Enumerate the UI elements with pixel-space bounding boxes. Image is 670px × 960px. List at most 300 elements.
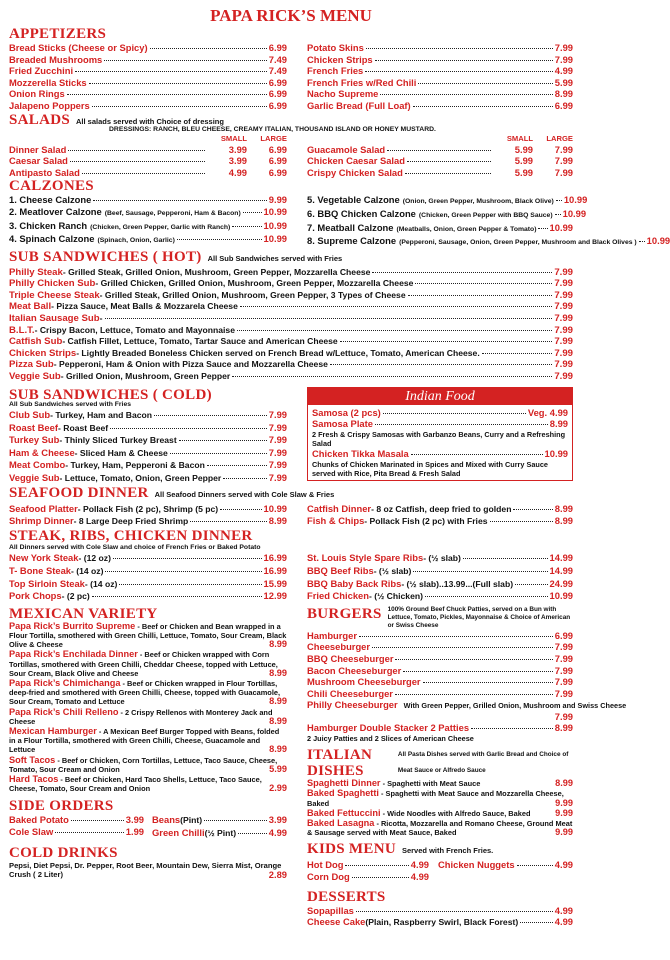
large-price: 6.99	[268, 166, 287, 178]
item-name: B.L.T.	[9, 324, 35, 336]
steak-heading: STEAK, RIBS, CHICKEN DINNER	[9, 527, 253, 544]
leader-dots	[356, 911, 553, 912]
calzones-section	[9, 194, 670, 248]
item-description: - Pepperoni, Ham & Onion with Pizza Sauce and Mozzarella Cheese	[53, 359, 328, 370]
item-price: 4.99	[554, 65, 573, 77]
item-name: Sopapillas	[307, 904, 354, 916]
item-name: Catfish Sub	[9, 336, 63, 348]
item-description: - Grilled Chicken, Grilled Onion, Mushroom, Green Pepper, Mozzarella Cheese	[95, 278, 414, 289]
seafood-heading	[9, 485, 573, 503]
item-price: 10.99	[263, 233, 287, 245]
cold-indian-section	[9, 387, 573, 485]
item-name: Cheese Cake	[307, 916, 366, 928]
leader-dots	[68, 150, 205, 151]
menu-item	[307, 688, 573, 700]
item-name: Veggie Sub	[9, 371, 61, 383]
menu-item	[9, 77, 287, 89]
item-name: BBQ Beef Ribs	[307, 564, 374, 576]
item-name: Hamburger	[307, 629, 358, 641]
leader-dots	[520, 922, 553, 923]
item-price: 5.99	[554, 76, 573, 88]
item-description: - Pizza Sauce, Meat Balls & Mozzarela Cheese	[51, 301, 238, 312]
item-description: - Spaghetti with Meat Sauce	[380, 779, 481, 789]
item-name: Guacamole Salad	[307, 143, 386, 155]
menu-item	[9, 503, 287, 516]
item-description: - Catfish Fillet, Lettuce, Tomato, Tartar Sauce and American Cheese	[62, 336, 338, 347]
burgers-heading	[307, 606, 573, 630]
cold-drinks-heading: COLD DRINKS	[9, 844, 118, 861]
item-price: 7.99	[554, 347, 573, 359]
item-name: Chicken Strips	[307, 53, 373, 65]
leader-dots	[232, 226, 261, 227]
item-name: BBQ Baby Back Ribs	[307, 577, 402, 589]
item-price: 6.99	[554, 629, 573, 641]
item-name: Fried Zucchini	[9, 65, 74, 77]
menu-item	[307, 722, 573, 734]
item-description: - (12 oz)	[78, 553, 111, 564]
item-price: 7.99	[554, 371, 573, 383]
leader-dots	[70, 161, 205, 162]
item-price: 7.99	[554, 359, 573, 371]
leader-dots	[482, 353, 553, 354]
menu-item	[307, 859, 429, 871]
item-name: Beans	[152, 814, 181, 826]
seafood-right	[307, 503, 573, 528]
leader-dots	[365, 71, 552, 72]
leader-dots	[92, 106, 267, 107]
leader-dots	[375, 60, 553, 61]
menu-item	[307, 905, 573, 917]
menu-item	[9, 422, 287, 435]
menu-item	[307, 641, 573, 653]
item-price: 7.99	[554, 710, 573, 722]
item-name: Papa Rick’s Burrito Supreme	[9, 620, 136, 631]
item-description: - Lightly Breaded Boneless Chicken served on French Bread w/Lettuce, Tomato, American Cheese.	[76, 347, 480, 358]
item-price: 7.99	[268, 446, 287, 458]
item-name: 1. Cheese Calzone	[9, 194, 92, 206]
item-price: 6.99	[268, 42, 287, 53]
item-price: 10.99	[263, 205, 287, 217]
small-price: 4.99	[228, 166, 247, 178]
kids-title: KIDS MENU	[307, 841, 396, 858]
menu-item	[307, 789, 573, 807]
menu-item	[312, 448, 568, 460]
leader-dots	[415, 283, 552, 284]
menu-item	[307, 665, 573, 677]
item-description: - Sliced Ham & Cheese	[74, 447, 168, 458]
appetizers-section	[9, 42, 573, 112]
leader-dots	[380, 94, 552, 95]
menu-item	[9, 590, 287, 603]
item-price: 3.99	[268, 814, 287, 826]
leader-dots	[119, 584, 261, 585]
menu-item	[9, 313, 573, 325]
menu-item	[9, 459, 287, 472]
salads-left	[9, 144, 287, 179]
menu-item	[9, 472, 287, 485]
item-name: Caesar Salad	[9, 155, 68, 167]
item-description: - (½ slab)	[373, 565, 412, 576]
menu-item	[307, 207, 587, 222]
item-name: Philly Steak	[9, 266, 63, 278]
menu-item	[9, 206, 287, 220]
drinks-description	[9, 861, 287, 879]
item-description: - Pollack Fish (2 pc), Shrimp (5 pc)	[77, 503, 219, 514]
menu-item	[9, 756, 287, 774]
side-left	[9, 814, 144, 839]
item-price: 9.99	[555, 797, 573, 808]
salads-note: All salads served with Choice of dressing	[76, 116, 224, 126]
item-name: Green Chilli	[152, 826, 205, 838]
item-description: - 8 oz Catfish, deep fried to golden	[371, 503, 512, 514]
item-name: BBQ Cheeseburger	[307, 652, 394, 664]
leader-dots	[538, 228, 547, 229]
salads-size-labels-right	[307, 134, 573, 143]
menu-item	[9, 447, 287, 460]
item-price: 12.99	[263, 590, 287, 602]
item-price: 7.99	[554, 42, 573, 53]
item-name: Meat Combo	[9, 459, 66, 471]
menu-item	[9, 325, 573, 337]
salads-title: SALADS	[9, 111, 70, 128]
item-price: 8.99	[268, 515, 287, 527]
menu-item	[307, 819, 573, 837]
menu-item	[307, 515, 573, 528]
leader-dots	[220, 509, 261, 510]
item-name: Turkey Sub	[9, 434, 60, 446]
menu-item	[312, 407, 568, 419]
leader-dots	[418, 83, 552, 84]
menu-item	[307, 552, 573, 565]
item-price: 6.99	[268, 76, 287, 88]
item-name: Shrimp Dinner	[9, 515, 74, 527]
item-price: Veg. 4.99	[527, 406, 568, 418]
item-description: - Wide Noodles with Alfredo Sauce, Baked	[380, 808, 531, 818]
leader-dots	[515, 584, 547, 585]
item-name: St. Louis Style Spare Ribs	[307, 552, 424, 564]
item-price: 4.99	[554, 859, 573, 871]
kids-heading	[307, 841, 573, 859]
leader-dots	[71, 820, 124, 821]
item-name: Fried Chicken	[307, 590, 369, 602]
menu-item	[9, 727, 287, 755]
item-name: Veggie Sub	[9, 472, 60, 484]
item-name: Pork Chops	[9, 590, 62, 602]
leader-dots	[204, 820, 267, 821]
item-name: Chicken Strips	[9, 347, 77, 359]
menu-item	[307, 167, 573, 179]
item-name: Baked Lasagna	[307, 818, 375, 829]
menu-item	[9, 434, 287, 447]
salads-dressings: DRESSINGS: RANCH, BLEU CHEESE, CREAMY ITALIAN, THOUSAND ISLAND OR HONEY MUSTARD.	[109, 125, 436, 133]
seafood-left	[9, 503, 287, 528]
item-price: 7.99	[554, 641, 573, 653]
leader-dots	[154, 415, 267, 416]
seafood-title: SEAFOOD DINNER	[9, 484, 149, 501]
item-price: 14.99	[549, 552, 573, 564]
item-description: - (14 oz)	[84, 578, 118, 589]
item-description: 2 Fresh & Crispy Samosas with Garbanzo Beans, Curry and a Refreshing Salad	[312, 429, 566, 449]
leader-dots	[372, 647, 553, 648]
steak-right	[307, 552, 573, 602]
cold-subs-list	[9, 409, 287, 485]
italian-list	[307, 779, 573, 837]
item-price: 7.99	[268, 434, 287, 446]
leader-dots	[413, 571, 547, 572]
item-description: - (½ slab)..13.99...(Full slab)	[401, 578, 514, 589]
item-name: Roast Beef	[9, 421, 58, 433]
item-price: 7.99	[268, 421, 287, 433]
menu-item	[307, 155, 573, 167]
item-description: (Pint)	[180, 815, 203, 826]
leader-dots	[105, 318, 553, 319]
menu-item	[9, 301, 573, 313]
item-name: Chicken Tikka Masala	[312, 448, 409, 460]
leader-dots	[555, 214, 561, 215]
small-price: 3.99	[228, 155, 247, 167]
menu-item	[307, 653, 573, 665]
menu-item	[307, 578, 573, 591]
menu-item	[307, 503, 573, 516]
leader-dots	[352, 877, 409, 878]
side-right	[152, 814, 287, 839]
small-price: 5.99	[514, 143, 533, 155]
item-price: 10.99	[562, 207, 587, 219]
item-name: Soft Tacos	[9, 754, 56, 765]
item-price: 7.99	[554, 266, 573, 278]
small-price: 3.99	[228, 143, 247, 155]
menu-item	[9, 42, 287, 54]
item-description: - Beef or Chicken wrapped in Flour Tortillas, deep-fried and smothered with Green Chilli, Cheese, topped with Guacamole, Sour Cream, Tomato and Lettuce	[9, 678, 281, 707]
burgers-list	[307, 630, 573, 700]
burgers-title: BURGERS	[307, 605, 382, 622]
item-description: - (½ slab)	[423, 553, 461, 564]
menu-title: PAPA RICK’S MENU	[210, 6, 372, 25]
item-price: 4.99	[554, 904, 573, 916]
leader-dots	[190, 521, 267, 522]
item-price: 8.99	[554, 722, 573, 734]
item-price: 14.99	[549, 564, 573, 576]
item-description: - Crispy Bacon, Lettuce, Tomato and Mayonnaise	[34, 324, 235, 335]
item-name: Antipasto Salad	[9, 166, 80, 178]
small-price: 5.99	[514, 166, 533, 178]
item-description: (Spinach, Onion, Garlic)	[97, 237, 175, 245]
italian-heading	[307, 747, 573, 779]
item-name: Top Sirloin Steak	[9, 577, 85, 589]
small-label: SMALL	[506, 134, 533, 144]
hot-subs-note: All Sub Sandwiches served with Fries	[207, 253, 343, 263]
menu-item	[152, 827, 287, 840]
appetizers-right	[307, 42, 573, 112]
item-price: 16.99	[263, 564, 287, 576]
item-price: 8.99	[549, 418, 568, 430]
item-name: Jalapeno Poppers	[9, 99, 90, 111]
item-description: With Green Pepper, Grilled Onion, Mushroom and Swiss Cheese	[403, 701, 627, 711]
menu-item	[9, 220, 287, 234]
item-name: Spaghetti Dinner	[307, 778, 381, 789]
desserts-list	[307, 905, 573, 929]
item-name: 7. Meatball Calzone	[307, 221, 394, 233]
item-name: Chicken Nuggets	[438, 859, 515, 871]
cold-subs-heading: SUB SANDWICHES ( COLD)	[9, 386, 212, 403]
item-name: Philly Cheeseburger	[307, 699, 398, 711]
kids-left	[307, 859, 429, 882]
leader-dots	[639, 241, 645, 242]
item-name: T- Bone Steak	[9, 564, 71, 576]
leader-dots	[150, 48, 267, 49]
menu-item	[9, 290, 573, 302]
menu-item	[307, 676, 573, 688]
steak-note: All Dinners served with Cole Slaw and choice of French Fries or Baked Potato	[9, 543, 261, 551]
menu-item	[9, 409, 287, 422]
cold-subs-note: All Sub Sandwiches served with Fries	[9, 400, 132, 408]
seafood-section	[9, 503, 573, 528]
item-price: 8.99	[269, 667, 287, 678]
item-description: - Grilled Onion, Mushroom, Green Pepper	[60, 371, 231, 382]
item-price: 8.99	[555, 778, 573, 789]
item-name: Potato Skins	[307, 42, 364, 53]
item-name: Cole Slaw	[9, 825, 54, 837]
item-name: Cheeseburger	[307, 641, 371, 653]
leader-dots	[55, 832, 123, 833]
menu-item-price-row	[307, 711, 573, 723]
item-description: (Chicken, Green Pepper with BBQ Sauce)	[418, 211, 553, 219]
appetizers-left	[9, 42, 287, 112]
item-price: 7.99	[554, 53, 573, 65]
leader-dots	[75, 71, 267, 72]
item-price: 15.99	[263, 577, 287, 589]
item-name: Garlic Bread (Full Loaf)	[307, 99, 411, 111]
menu-item	[9, 565, 287, 578]
menu-item	[307, 194, 588, 208]
item-name: Papa Rick’s Enchilada Dinner	[9, 649, 138, 660]
item-name: Philly Chicken Sub	[9, 278, 96, 290]
item-name: Mexican Hamburger	[9, 725, 97, 736]
item-description: - Beef or Chicken wrapped with Corn Tortillas, smothered with Green Chilli, Cheddar Cheese, topped with Lettuce, Sour Cream, Black Olive and Cheese	[9, 650, 278, 678]
item-name: Ham & Cheese	[9, 446, 75, 458]
item-name: Seafood Platter	[9, 502, 78, 514]
menu-item	[152, 814, 287, 827]
large-price: 6.99	[268, 143, 287, 155]
leader-dots	[177, 239, 262, 240]
steak-section	[9, 552, 573, 602]
leader-dots	[93, 200, 266, 201]
item-price: 8.99	[269, 696, 287, 707]
leader-dots	[387, 150, 491, 151]
item-description: - (2 pc)	[61, 591, 90, 602]
item-name: Baked Potato	[9, 814, 69, 826]
item-description: - (14 oz)	[71, 565, 104, 576]
menu-item	[307, 779, 573, 788]
leader-dots	[517, 865, 553, 866]
leader-dots	[67, 94, 267, 95]
item-name: Hot Dog	[307, 859, 344, 871]
item-price: 7.99	[268, 472, 287, 484]
item-name: Mushroom Cheeseburger	[307, 676, 421, 688]
leader-dots	[330, 364, 552, 365]
leader-dots	[407, 161, 491, 162]
leader-dots	[223, 478, 266, 479]
item-name: Nacho Supreme	[307, 88, 379, 100]
item-price: 10.99	[263, 219, 287, 231]
salads-section	[9, 134, 573, 178]
leader-dots	[232, 376, 552, 377]
kids-right	[438, 859, 573, 882]
hot-subs-list	[9, 267, 573, 383]
menu-item	[307, 235, 670, 249]
leader-dots	[372, 272, 552, 273]
large-price: 6.99	[268, 155, 287, 167]
menu-item	[307, 144, 573, 156]
item-name: Triple Cheese Steak	[9, 289, 100, 301]
mexican-heading: MEXICAN VARIETY	[9, 605, 158, 622]
menu-item	[307, 565, 573, 578]
leader-dots	[92, 596, 262, 597]
leader-dots	[366, 48, 553, 49]
calzones-heading: CALZONES	[9, 178, 94, 195]
item-price: 10.99	[563, 194, 588, 206]
menu-item	[9, 54, 287, 66]
menu-item	[9, 155, 287, 167]
item-price: 7.49	[268, 65, 287, 77]
menu-item	[307, 88, 573, 100]
item-name: Papa Rick’s Chili Relleno	[9, 706, 119, 717]
drinks-price: 2.89	[268, 868, 287, 880]
item-price: 1.99	[125, 825, 144, 837]
desserts-heading: DESSERTS	[307, 888, 386, 905]
menu-item	[9, 650, 287, 678]
item-name: Pizza Sub	[9, 359, 54, 371]
italian-title: ITALIAN DISHES	[307, 747, 373, 780]
menu-item	[9, 775, 287, 793]
menu-item	[9, 359, 573, 371]
item-price: 7.99	[554, 687, 573, 699]
item-description: - Beef or Chicken and Bean wrapped in a Flour Tortilla, smothered with Green Chilli, Lettuce, Tomato, Sour Cream, Black Olive & Cheese	[9, 621, 287, 650]
hot-subs-title: SUB SANDWICHES ( HOT)	[9, 248, 202, 265]
leader-dots	[340, 341, 553, 342]
item-price: 5.99	[269, 763, 287, 774]
appetizers-heading: APPETIZERS	[9, 26, 107, 42]
leader-dots	[237, 330, 552, 331]
item-name: 6. BBQ Chicken Calzone	[307, 207, 416, 219]
item-description: - Beef or Chicken, Corn Tortillas, Lettuce, Taco Sauce, Cheese, Tomato, Sour Cream and Onion	[9, 755, 278, 774]
item-price: 6.99	[268, 99, 287, 111]
leader-dots	[403, 671, 552, 672]
item-price: 3.99	[125, 814, 144, 826]
item-description: - Roast Beef	[57, 422, 109, 433]
seafood-note: All Seafood Dinners served with Cole Slaw & Fries	[154, 489, 335, 499]
leader-dots	[179, 440, 267, 441]
menu-item	[9, 552, 287, 565]
item-price: 7.99	[554, 336, 573, 348]
item-name: Samosa (2 pcs)	[312, 406, 381, 418]
leader-dots	[105, 571, 261, 572]
steak-left	[9, 552, 287, 602]
side-orders-heading: SIDE ORDERS	[9, 798, 114, 815]
menu-item	[9, 233, 287, 247]
item-name: 4. Spinach Calzone	[9, 233, 95, 245]
leader-dots	[405, 173, 491, 174]
item-description: - Turkey, Ham and Bacon	[50, 410, 153, 421]
menu-item	[9, 194, 287, 206]
large-label: LARGE	[546, 134, 573, 144]
item-description: (Chicken, Green Pepper, Garlic with Ranch)	[90, 223, 231, 231]
item-name: Onion Rings	[9, 88, 65, 100]
indian-food-box	[307, 387, 573, 482]
item-description: - Spaghetti with Meat Sauce and Mozzarella Cheese, Baked	[307, 789, 564, 808]
menu-item	[312, 418, 568, 430]
item-price: 10.99	[263, 502, 287, 514]
